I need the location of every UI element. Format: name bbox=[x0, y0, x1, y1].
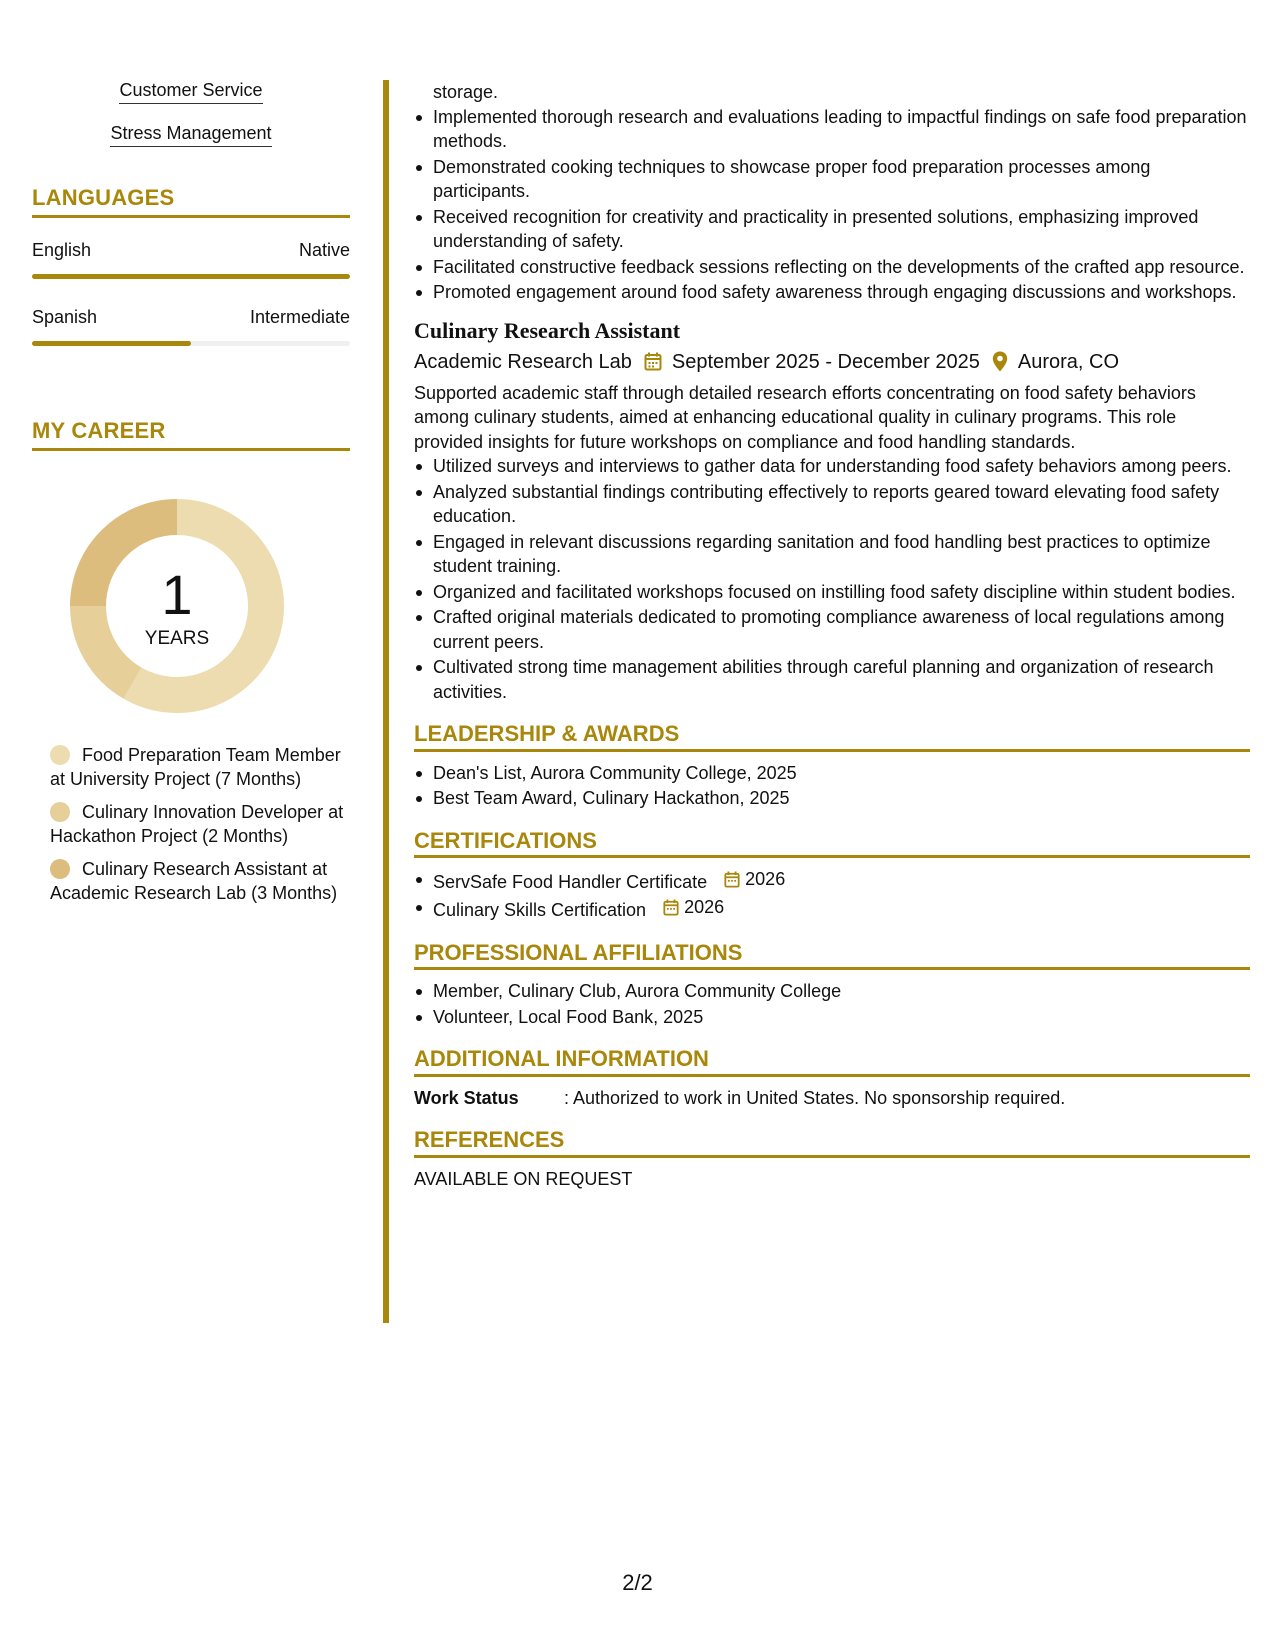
right-column bbox=[414, 80, 1250, 1191]
affiliations-heading: PROFESSIONAL AFFILIATIONS bbox=[414, 941, 1250, 971]
career-total-number: 1 bbox=[161, 563, 193, 626]
language-proficiency-bar bbox=[32, 341, 350, 346]
skill-customer-service[interactable]: Customer Service bbox=[119, 80, 262, 104]
continued-bullet-text: storage. bbox=[433, 82, 499, 102]
language-name: English bbox=[32, 240, 92, 260]
awards-heading: LEADERSHIP & AWARDS bbox=[414, 722, 1250, 752]
affiliation-item: Volunteer, Local Food Bank, 2025 bbox=[414, 1005, 1250, 1030]
career-legend-label: Food Preparation Team Member at University Project (7 Months) bbox=[50, 745, 341, 789]
job-title: Culinary Research Assistant bbox=[414, 317, 681, 343]
career-heading: MY CAREER bbox=[32, 418, 350, 451]
affiliations-list bbox=[414, 979, 1250, 1029]
skill-stress-management[interactable]: Stress Management bbox=[110, 123, 271, 147]
language-proficiency-fill bbox=[32, 341, 191, 346]
job-meta bbox=[414, 349, 1250, 375]
donut-segment bbox=[88, 606, 133, 683]
job-description: Supported academic staff through detailed research efforts concentrating on food safety behaviors among culinary students, aimed at enhancing educational quality in culinary programs. This role provided insights for future workshops on compliance and food handling standards. bbox=[414, 382, 1196, 452]
career-donut-chart bbox=[32, 473, 350, 733]
work-status-row bbox=[414, 1086, 1250, 1111]
job-company: Academic Research Lab bbox=[414, 350, 632, 373]
certification-year: 2026 bbox=[745, 869, 786, 889]
career-legend-label: Culinary Research Assistant at Academic Research Lab (3 Months) bbox=[50, 859, 338, 903]
donut-segment bbox=[133, 517, 267, 695]
certification-name: ServSafe Food Handler Certificate bbox=[433, 871, 708, 892]
language-row bbox=[32, 307, 350, 328]
language-proficiency-bar bbox=[32, 274, 350, 279]
language-level: Intermediate bbox=[249, 307, 350, 327]
certification-name: Culinary Skills Certification bbox=[433, 900, 647, 920]
legend-dot bbox=[50, 745, 70, 765]
bullet-item: Crafted original materials dedicated to promoting compliance awareness of local regulations among current peers. bbox=[414, 605, 1250, 654]
location-pin-icon bbox=[992, 351, 1008, 372]
award-item: Best Team Award, Culinary Hackathon, 2025 bbox=[414, 786, 1250, 811]
legend-dot bbox=[50, 859, 70, 879]
job-location: Aurora, CO bbox=[1017, 350, 1120, 373]
affiliation-item: Member, Culinary Club, Aurora Community College bbox=[414, 979, 1250, 1004]
work-status-label: Work Status bbox=[414, 1087, 519, 1108]
work-status-value: : Authorized to work in United States. No sponsorship required. bbox=[564, 1087, 1066, 1108]
bullet-item: Implemented thorough research and evaluations leading to impactful findings on safe food preparation methods. bbox=[414, 105, 1250, 154]
language-row bbox=[32, 240, 350, 261]
language-name: Spanish bbox=[32, 307, 98, 327]
career-legend-item bbox=[50, 800, 350, 848]
career-total-unit: YEARS bbox=[144, 628, 210, 649]
career-donut bbox=[66, 495, 288, 717]
bullet-item: Promoted engagement around food safety awareness through engaging discussions and workshops. bbox=[414, 280, 1250, 305]
career-legend-label: Culinary Innovation Developer at Hackathon Project (2 Months) bbox=[50, 802, 344, 846]
bullet-item: Analyzed substantial findings contributing effectively to reports geared toward elevating food safety education. bbox=[414, 480, 1250, 529]
certifications-heading: CERTIFICATIONS bbox=[414, 829, 1250, 859]
career-legend bbox=[32, 743, 350, 905]
awards-list bbox=[414, 761, 1250, 811]
left-column bbox=[32, 80, 350, 914]
calendar-icon bbox=[644, 352, 662, 371]
languages-heading: LANGUAGES bbox=[32, 185, 350, 218]
career-legend-item bbox=[50, 743, 350, 791]
references-heading: REFERENCES bbox=[414, 1128, 1250, 1158]
certification-item bbox=[414, 895, 1250, 922]
certification-item bbox=[414, 867, 1250, 894]
certification-year: 2026 bbox=[684, 897, 725, 918]
previous-job-bullets bbox=[414, 105, 1250, 305]
job-bullets bbox=[414, 454, 1250, 704]
award-item: Dean's List, Aurora Community College, 2025 bbox=[414, 761, 1250, 786]
page-number: 2/2 bbox=[622, 1570, 653, 1595]
additional-info-heading: ADDITIONAL INFORMATION bbox=[414, 1047, 1250, 1077]
bullet-item: Engaged in relevant discussions regarding sanitation and food handling best practices to optimize student training. bbox=[414, 530, 1250, 579]
bullet-item: Demonstrated cooking techniques to showcase proper food preparation processes among participants. bbox=[414, 155, 1250, 204]
legend-dot bbox=[50, 802, 70, 822]
calendar-icon bbox=[724, 871, 740, 888]
column-divider bbox=[383, 80, 389, 1323]
certifications-list bbox=[414, 867, 1250, 923]
bullet-item: Organized and facilitated workshops focused on instilling food safety discipline within student bodies. bbox=[414, 580, 1250, 605]
language-level: Native bbox=[298, 240, 350, 260]
language-proficiency-fill bbox=[32, 274, 350, 279]
job-dates: September 2025 - December 2025 bbox=[671, 350, 980, 373]
bullet-item: Received recognition for creativity and practicality in presented solutions, emphasizing improved understanding of safety. bbox=[414, 205, 1250, 254]
calendar-icon bbox=[663, 899, 679, 916]
bullet-item: Utilized surveys and interviews to gather data for understanding food safety behaviors among peers. bbox=[414, 454, 1250, 479]
references-text: AVAILABLE ON REQUEST bbox=[414, 1168, 633, 1189]
career-legend-item bbox=[50, 857, 350, 905]
bullet-item: Cultivated strong time management abilities through careful planning and organization of research activities. bbox=[414, 655, 1250, 704]
bullet-item: Facilitated constructive feedback sessions reflecting on the developments of the crafted app resource. bbox=[414, 255, 1250, 280]
